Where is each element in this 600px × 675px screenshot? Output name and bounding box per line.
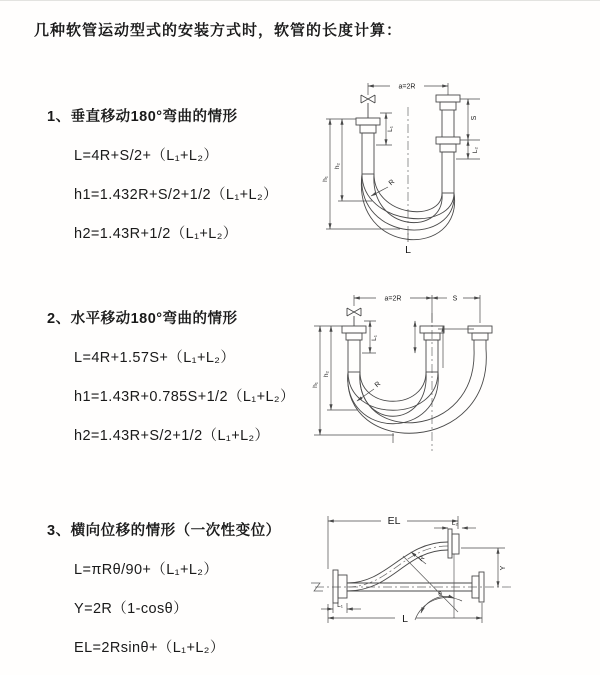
dimension-a2r — [354, 295, 480, 323]
section-lateral-displacement — [47, 519, 281, 657]
dim-label-l1: L₁ — [387, 126, 394, 132]
formula-length: L=πRθ/90+（L₁+L₂） — [74, 562, 219, 578]
dim-label-a2r: a=2R — [384, 295, 402, 303]
dim-label-y: Y — [500, 565, 507, 571]
radius-callout — [411, 552, 426, 564]
formula-h1: h1=1.432R+S/2+1/2（L₁+L₂） — [74, 187, 278, 203]
theta-label: θ — [438, 591, 442, 598]
valve-icon — [347, 308, 361, 326]
right-hose-end — [436, 95, 460, 193]
formula-h2: h2=1.43R+1/2（L₁+L₂） — [74, 226, 238, 242]
lateral-displacement-drawing — [295, 496, 590, 656]
radius-label: R — [373, 380, 383, 390]
formula-y: Y=2R（1-cosθ） — [74, 601, 188, 617]
dimension-a2r — [368, 83, 448, 95]
dim-label-s: S — [452, 295, 458, 303]
dimension-fitting-middle — [415, 321, 474, 368]
length-label: L — [405, 244, 411, 256]
formula-length: L=4R+1.57S+（L₁+L₂） — [74, 350, 236, 366]
left-hose-end — [342, 326, 366, 372]
section-horizontal-movement — [47, 307, 295, 445]
dim-label-l: L — [402, 613, 408, 625]
dim-label-h1: h₁ — [312, 382, 319, 388]
dimension-l — [328, 603, 482, 625]
upper-flange — [448, 529, 459, 558]
dimension-l1 — [321, 602, 361, 613]
formula-el: EL=2Rsinθ+（L₁+L₂） — [74, 640, 225, 656]
radius-label: R — [387, 178, 397, 188]
section-3-heading: 3、横向位移的情形（一次性变位） — [47, 523, 281, 539]
radius-label: R — [417, 554, 427, 564]
horizontal-bend-drawing — [298, 283, 598, 463]
dim-label-l2: L₂ — [472, 146, 479, 154]
section-vertical-movement — [47, 105, 278, 243]
dim-label-h1: h₁ — [322, 176, 329, 182]
dimension-s — [432, 296, 480, 303]
formula-h2: h2=1.43R+S/2+1/2（L₁+L₂） — [74, 428, 270, 444]
diagram-horizontal-bend — [298, 283, 598, 463]
dim-label-s: S — [471, 115, 478, 121]
dim-label-l2: L₂ — [451, 520, 459, 527]
dim-label-h2: h₂ — [323, 370, 330, 378]
dim-label-a2r: a=2R — [398, 83, 416, 91]
section-1-heading: 1、垂直移动180°弯曲的情形 — [47, 109, 238, 125]
length-callout — [405, 233, 411, 256]
hose-shifted-position — [348, 349, 487, 433]
dimension-l2 — [468, 140, 479, 159]
page-title: 几种软管运动型式的安装方式时，软管的长度计算： — [34, 22, 403, 39]
shifted-hose-end — [468, 326, 492, 349]
dimension-h2 — [323, 326, 358, 410]
hose-s-curve — [347, 542, 448, 591]
section-2-heading: 2、水平移动180°弯曲的情形 — [47, 311, 238, 327]
centerline — [311, 583, 513, 591]
dimension-h2 — [334, 119, 372, 201]
dim-label-l1: L₁ — [337, 602, 343, 609]
dim-label-el: EL — [387, 515, 401, 527]
formula-length: L=4R+S/2+（L₁+L₂） — [74, 148, 219, 164]
vertical-bend-drawing — [300, 71, 580, 261]
left-flange — [333, 570, 347, 603]
dimension-el — [328, 515, 458, 569]
dimension-h1 — [312, 326, 394, 435]
dim-label-l1: L₁ — [371, 335, 378, 341]
left-hose-end — [356, 118, 380, 174]
dim-label-h2: h₂ — [334, 162, 341, 170]
diagram-lateral-displacement — [295, 496, 590, 656]
valve-icon — [361, 95, 375, 118]
diagram-vertical-bend — [300, 71, 580, 261]
formula-h1: h1=1.43R+0.785S+1/2（L₁+L₂） — [74, 389, 295, 405]
radius-callout — [357, 381, 382, 401]
